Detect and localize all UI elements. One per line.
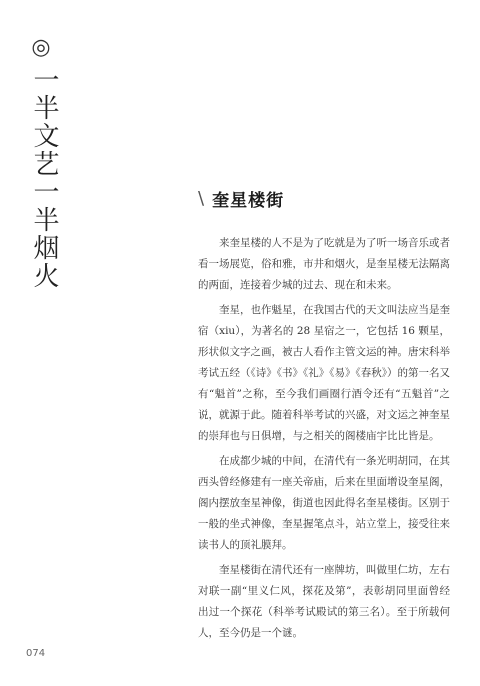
article-heading (198, 186, 450, 211)
article (198, 186, 450, 648)
chapter-title: 一半文艺一半烟火 (29, 66, 59, 290)
section-mark-icon: ◎ (31, 35, 51, 60)
paragraph-2: 奎星，也作魁星，在我国古代的天文叫法应当是奎宿（xiu），为著名的 28 星宿之一，它包括 16 颗星，形状似文字之画，被古人看作主管文运的神。唐宋科举考试五经（《诗》《书》《礼》《易》《春秋》）的第一名又有“魁首”之称，至今我们画圈行酒令还有“五魁首”之说，就源于此。随着科举考试的兴盛，对文运之神奎星的崇拜也与日俱增，与之相关的阁楼庙宇比比皆是。 (198, 304, 450, 442)
heading-marker: \ (198, 188, 205, 209)
page-number: 074 (26, 648, 46, 659)
paragraph-1: 来奎星楼的人不是为了吃就是为了听一场音乐或者看一场展览，俗和雅，市井和烟火，是奎星楼无法隔离的两面，连接着少城的过去、现在和未来。 (198, 237, 450, 291)
paragraph-3: 在成都少城的中间，在清代有一条光明胡同，在其西头曾经修建有一座关帝庙，后来在里面增设奎星阁，阁内摆放奎星神像，街道也因此得名奎星楼街。区别于一般的坐式神像，奎星握笔点斗，站立堂上，接受往来读书人的顶礼膜拜。 (198, 455, 450, 551)
paragraph-4: 奎星楼街在清代还有一座牌坊，叫做里仁坊，左右对联一副“里义仁风，探花及第”，表彰胡同里面曾经出过一个探花（科举考试殿试的第三名）。至于所载何人，至今仍是一个谜。 (198, 564, 450, 639)
heading-text: 奎星楼街 (212, 191, 285, 211)
